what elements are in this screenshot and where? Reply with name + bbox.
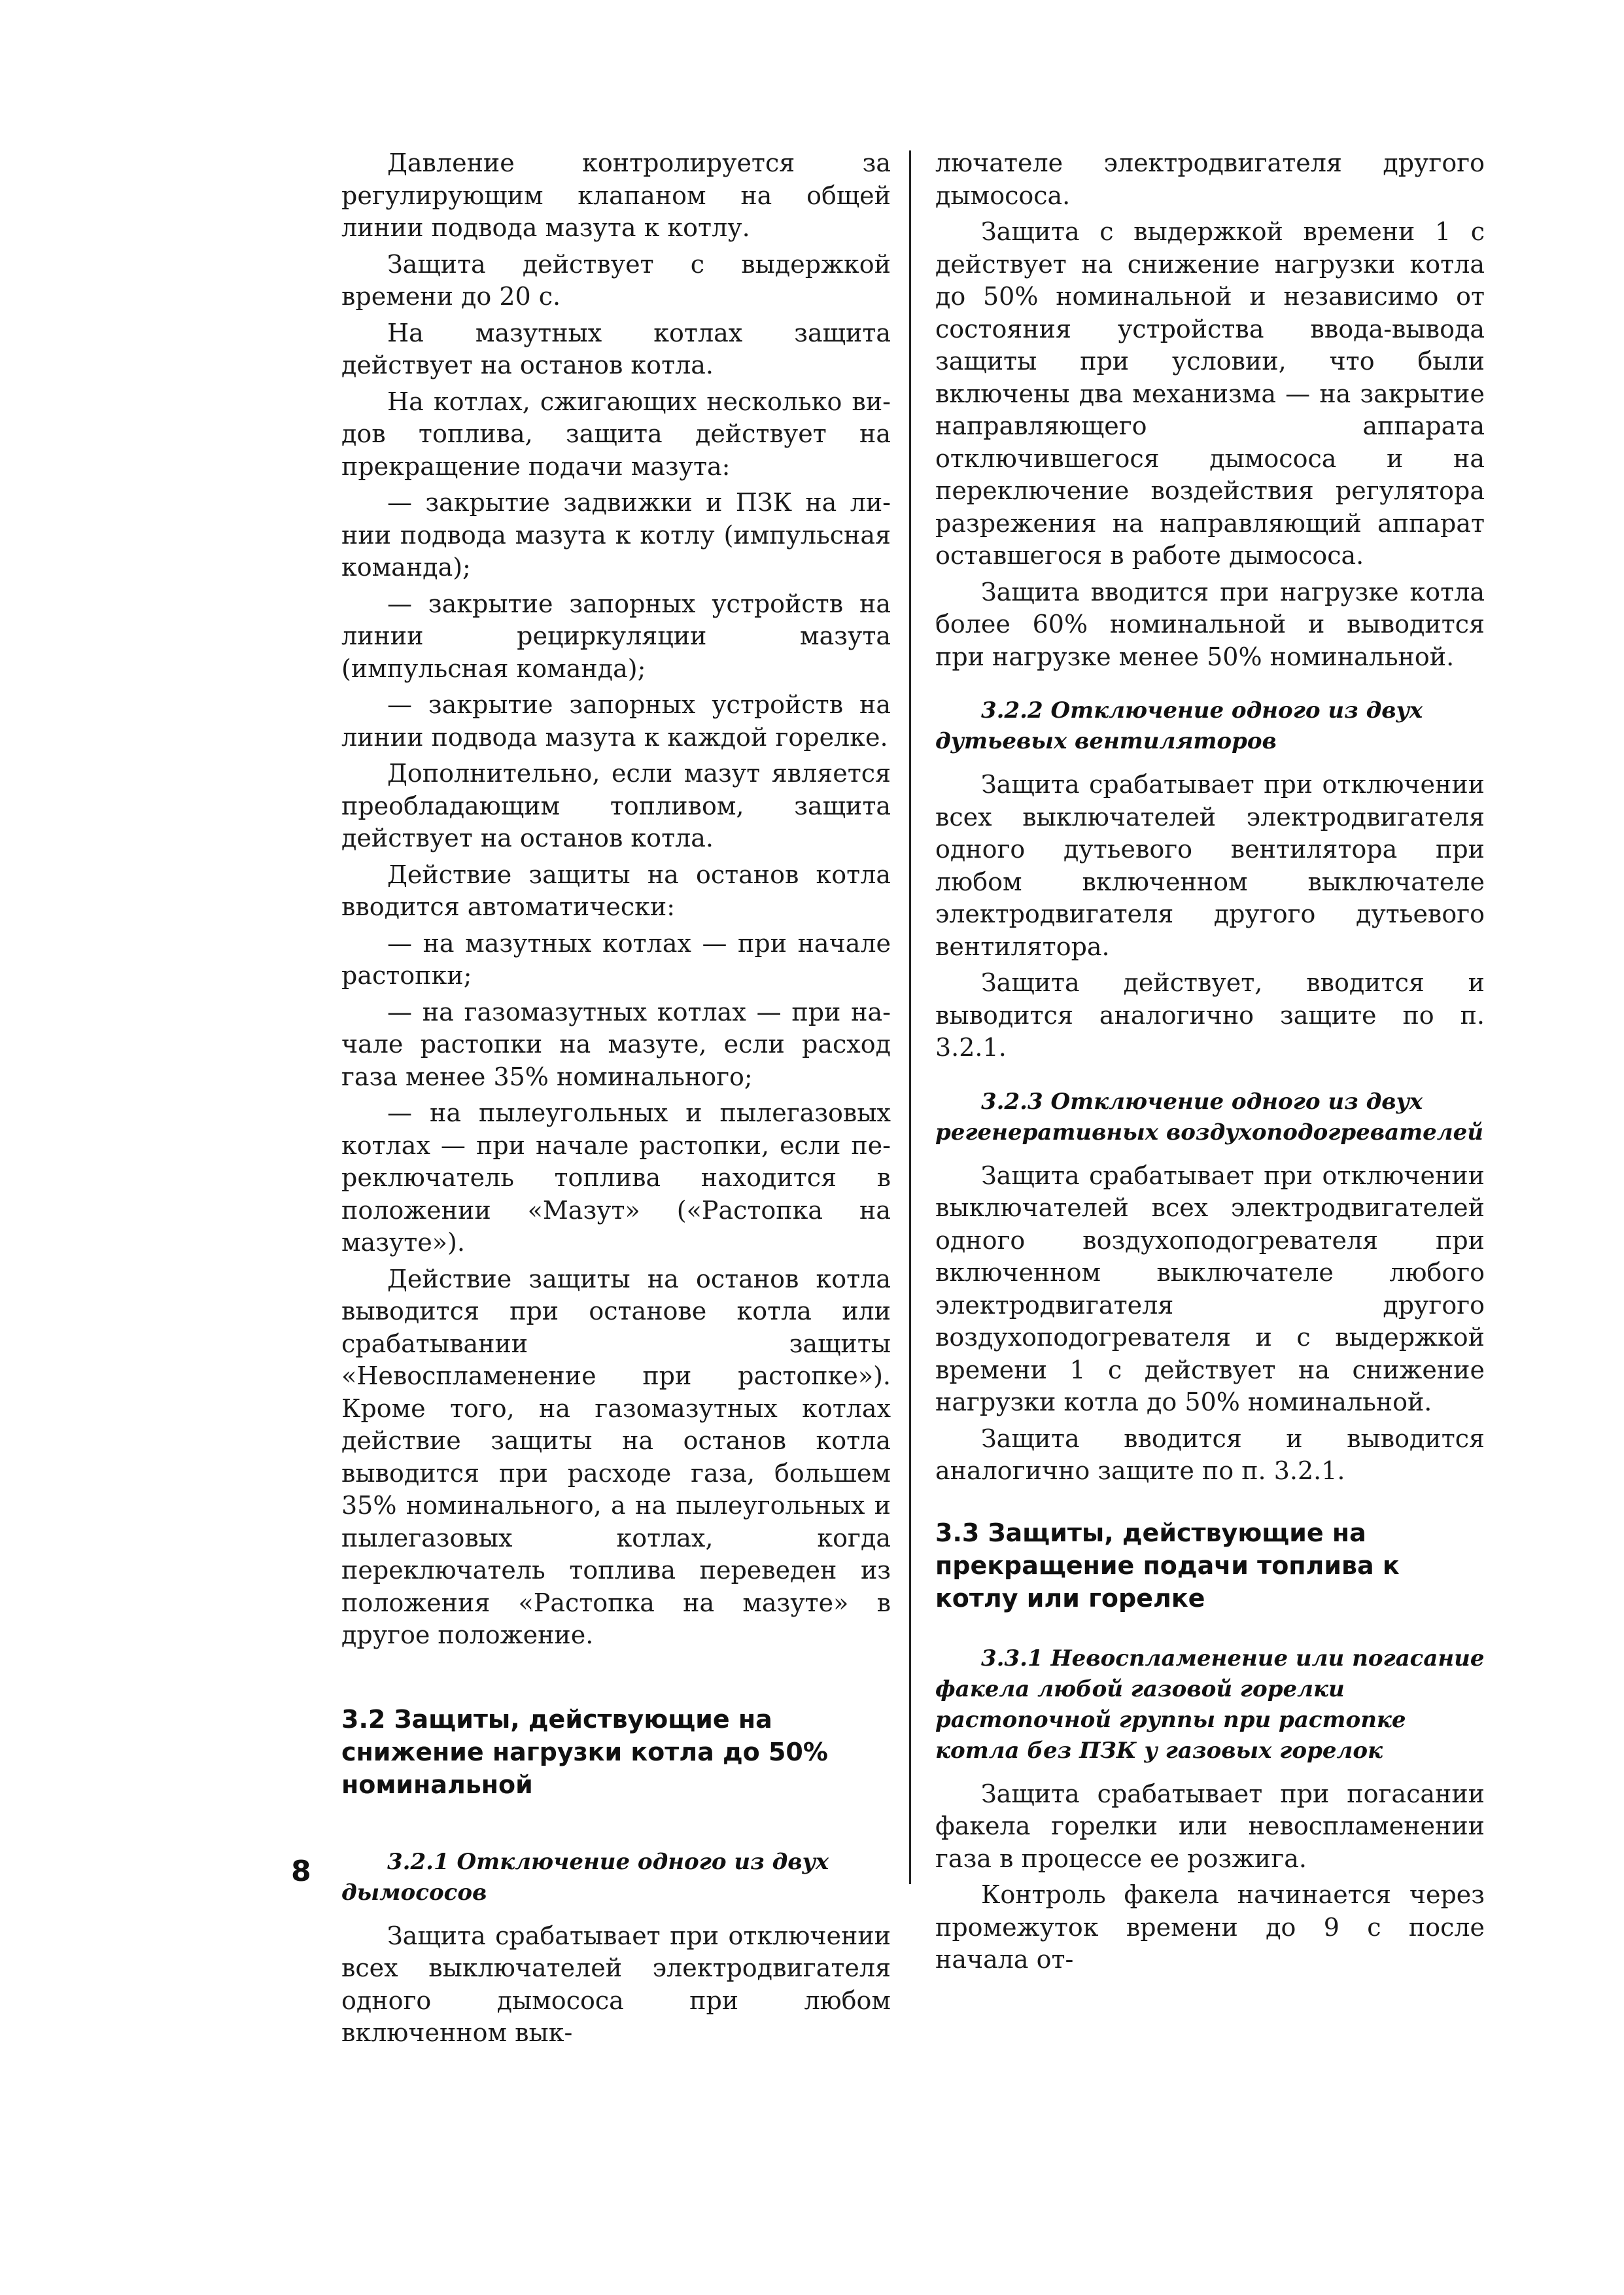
subsection-heading-3-2-3: 3.2.3 Отключение одного из двух регенеративных воздухоподогревателей [935,1088,1483,1146]
paragraph: Защита срабатывает при погасании факела горелки или невоспламенении газа в процессе ее розжига. [935,1779,1485,1873]
subsection-heading-3-2-2: 3.2.2 Отключение одного из двух дутьевых вентиляторов [935,697,1423,754]
paragraph: Защита вводится при нагрузке котла более 60% номинальной и выводится при нагрузке менее 50% номинальной. [935,577,1485,671]
paragraph: Контроль факела начинается через промежуток времени до 9 с после начала от- [935,1880,1485,1974]
subsection-heading-3-3-1: 3.3.1 Невоспламенение или погасание факела любой газовой горелки растопочной группы при растопке котла без ПЗК у газовых горелок [935,1645,1485,1764]
paragraph: Защита действует, вводится и выводится аналогично защите по п. 3.2.1. [935,968,1485,1062]
paragraph: На мазутных котлах защита действует на останов котла. [341,318,891,379]
paragraph: Дополнительно, если мазут является преобладающим топливом, защита действует на останов котла. [341,759,891,852]
section-heading-3-3: 3.3 Защиты, действующие на прекращение подачи топлива к котлу или горелке [935,1518,1400,1613]
paragraph: Защита срабатывает при отключении всех выключателей электродвигателя одного дымососа при любом включенном вык- [341,1921,891,2047]
list-item: — закрытие запорных устройств на линии рециркуляции мазута (импульсная команда); [341,589,891,683]
list-item: — на газомазутных котлах — при начале растопки на мазуте, если расход газа менее 35% номинального; [341,997,891,1091]
right-column [935,147,1485,1980]
paragraph: Защита действует с выдержкой времени до 20 с. [341,249,891,311]
paragraph: Защита вводится и выводится аналогично защите по п. 3.2.1. [935,1424,1485,1485]
paragraph: Действие защиты на останов котла выводится при останове котла или срабатывании защиты «Невоспламенение при растопке»). Кроме того, на газомазутных котлах действие защиты на останов котла выводится при расходе газа, большем 35% номинального, а на пылеугольных и пылегазовых котлах, когда переключатель топлива переведен из положения «Растопка на мазуте» в другое положение. [341,1264,891,1649]
paragraph: Давление контролируется за регулирующим клапаном на общей линии подвода мазута к котлу. [341,149,891,242]
list-item: — на пылеугольных и пылегазовых котлах — при начале растопки, если переключатель топлива находится в положении «Мазут» («Растопка на мазуте»). [341,1098,891,1257]
paragraph: На котлах, сжигающих несколько видов топлива, защита действует на прекращение подачи мазута: [341,387,891,481]
paragraph: лючателе электродвигателя другого дымососа. [935,149,1485,210]
paragraph: Действие защиты на останов котла вводится автоматически: [341,860,891,921]
paragraph: Защита с выдержкой времени 1 с действует на снижение нагрузки котла до 50% номинальной и независимо от состояния устройства ввода-вывода защиты при условии, что были включены два механизма — на закрытие направляющего аппарата отключившегося дымососа и на переключение воздействия регулятора разрежения на направляющий аппарат оставшегося в работе дымососа. [935,217,1485,570]
column-divider [909,150,911,1884]
list-item: — закрытие задвижки и ПЗК на линии подвода мазута к котлу (импульсная команда); [341,488,891,582]
paragraph: Защита срабатывает при отключении всех выключателей электродвигателя одного дутьевого вентилятора при любом включенном выключателе электродвигателя другого дутьевого вентилятора. [935,770,1485,961]
page-number: 8 [291,1855,311,1888]
subsection-heading-3-2-1: 3.2.1 Отключение одного из двух дымососов [341,1848,829,1906]
section-heading-3-2: 3.2 Защиты, действующие на снижение нагрузки котла до 50% номинальной [341,1704,828,1799]
list-item: — на мазутных котлах — при начале растопки; [341,928,891,990]
list-item: — закрытие запорных устройств на линии подвода мазута к каждой горелке. [341,690,891,752]
paragraph: Защита срабатывает при отключении выключателей всех электродвигателей одного воздухоподогревателя при включенном выключателе любого электродвигателя другого воздухоподогревателя и с выдержкой времени 1 с действует на снижение нагрузки котла до 50% номинальной. [935,1161,1485,1416]
left-column [341,147,891,2054]
